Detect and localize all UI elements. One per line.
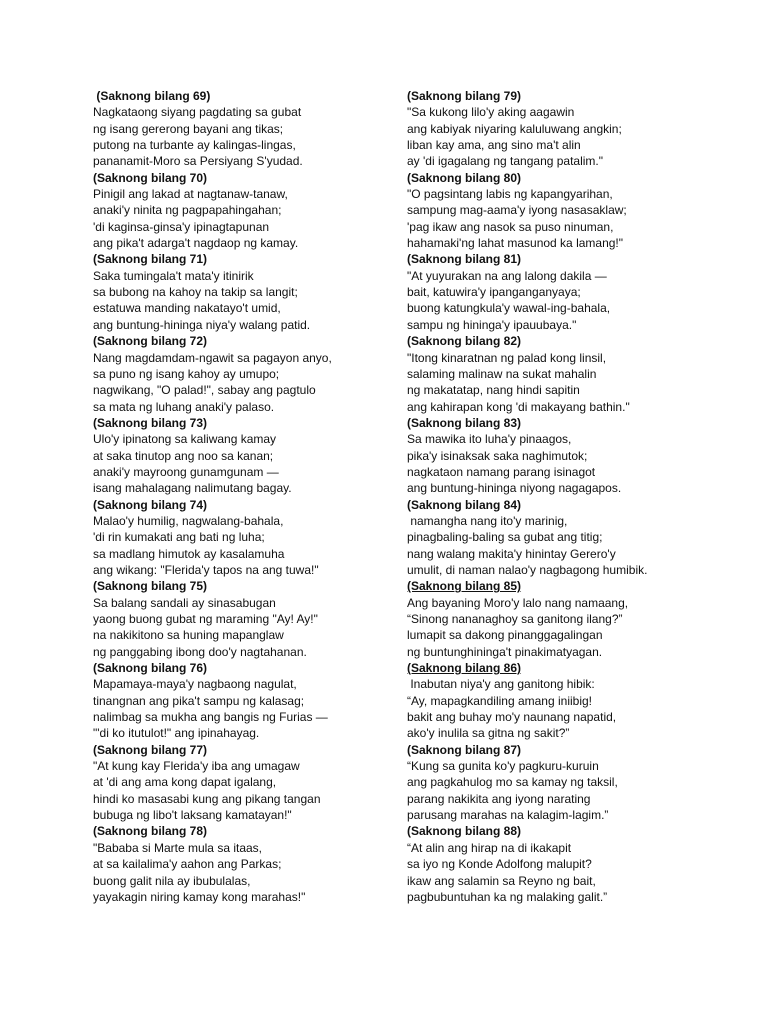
stanza-line: ang wikang: "Flerida'y tapos na ang tuwa!" [93,562,319,577]
stanza-line: ang pagkahulog mo sa kamay ng taksil, [407,775,618,790]
stanza-line: ng makatatap, nang hindi sapitin [407,383,580,398]
stanza-heading: (Saknong bilang 82) [407,334,522,349]
stanza [93,742,393,824]
stanza-line: ng isang gererong bayani ang tikas; [93,121,284,136]
stanza-line: lumapit sa dakong pinanggagalingan [407,628,603,643]
stanza-line: ang pika't adarga't nagdaop ng kamay. [93,236,299,251]
stanza [407,251,707,333]
stanza-line: bait, katuwira'y ipanganganyaya; [407,285,581,300]
stanza [407,170,707,252]
stanza-line: nang walang makita'y hinintay Gerero'y [407,546,616,561]
stanza-heading: (Saknong bilang 83) [407,415,522,430]
stanza-heading: (Saknong bilang 71) [93,252,208,267]
stanza-line: sampu ng hininga'y ipauubaya." [407,317,577,332]
stanza-line: Malao'y humilig, nagwalang-bahala, [93,513,284,528]
stanza-line: ng panggabing ibong doo'y nagtahanan. [93,644,307,659]
stanza-line: Pinigil ang lakad at nagtanaw-tanaw, [93,187,288,202]
stanza-line: sa madlang himutok ay kasalamuha [93,546,285,561]
stanza [407,742,707,824]
stanza-heading: (Saknong bilang 75) [93,579,208,594]
stanza-line: at sa kailalima'y aahon ang Parkas; [93,857,282,872]
stanza [407,823,707,905]
stanza-line: sa iyo ng Konde Adolfong malupit? [407,857,592,872]
stanza [93,660,393,742]
stanza [407,497,707,579]
stanza-line: “Ay, mapagkandiling amang iniibig! [407,693,592,708]
stanza [407,660,707,742]
stanza-heading: (Saknong bilang 74) [93,497,208,512]
stanza-line: hahamaki'ng lahat masunod ka lamang!" [407,236,624,251]
stanza-line: "Itong kinaratnan ng palad kong linsil, [407,350,607,365]
stanza [93,497,393,579]
stanza-heading: (Saknong bilang 77) [93,742,208,757]
stanza-line: at saka tinutop ang noo sa kanan; [93,448,274,463]
stanza-line: parang nakikita ang iyong narating [407,791,591,806]
stanza-line: bubuga ng libo't laksang kamatayan!" [93,808,292,823]
stanza-heading: (Saknong bilang 81) [407,252,522,267]
stanza-heading: (Saknong bilang 88) [407,824,522,839]
stanza-line: umulit, di naman nalao'y nagbagong humibik. [407,562,648,577]
stanza-line: pagbubuntuhan ka ng malaking galit.” [407,889,608,904]
stanza-line: sa puno ng isang kahoy ay umupo; [93,366,280,381]
stanza-line: liban kay ama, ang sino ma't alin [407,138,581,153]
stanza-heading: (Saknong bilang 87) [407,742,522,757]
stanza-line: parusang marahas na kalagim-lagim.” [407,808,609,823]
stanza-line: hindi ko masasabi kung ang pikang tangan [93,791,321,806]
stanza-line: ang kabiyak niyaring kaluluwang angkin; [407,121,622,136]
stanza [93,578,393,660]
stanza-line: putong na turbante ay kalingas-lingas, [93,138,296,153]
stanza-line: estatuwa manding nakatayo't umid, [93,301,281,316]
left-column [93,88,393,905]
stanza-line: nalimbag sa mukha ang bangis ng Furias — [93,710,328,725]
stanza-heading: (Saknong bilang 79) [407,89,522,103]
right-column [407,88,707,905]
stanza-line: yayakagin niring kamay kong marahas!" [93,889,306,904]
stanza-line: ang buntung-hininga niyong nagagapos. [407,481,622,496]
stanza-line: anaki'y ninita ng pagpapahingahan; [93,203,282,218]
stanza-line: 'di kaginsa-ginsa'y ipinagtapunan [93,219,270,234]
stanza-line: namangha nang ito'y marinig, [407,513,568,528]
stanza [407,333,707,415]
stanza-line: 'di rin kumakati ang bati ng luha; [93,530,265,545]
stanza-heading: (Saknong bilang 72) [93,334,208,349]
stanza-line: Saka tumingala't mata'y itinirik [93,268,254,283]
stanza-line: isang mahalagang nalimutang bagay. [93,481,292,496]
stanza-heading: (Saknong bilang 80) [407,170,522,185]
stanza-line: yaong buong gubat ng maraming "Ay! Ay!" [93,612,318,626]
stanza [407,415,707,497]
stanza-line: sa mata ng luhang anaki'y palaso. [93,399,275,414]
stanza-line: Nagkataong siyang pagdating sa gubat [93,105,302,120]
stanza-heading: (Saknong bilang 76) [93,661,208,676]
stanza-line: Mapamaya-maya'y nagbaong nagulat, [93,677,297,692]
stanza-line: ikaw ang salamin sa Reyno ng bait, [407,873,596,888]
stanza [93,415,393,497]
stanza-line: "At kung kay Flerida'y iba ang umagaw [93,759,300,774]
stanza-line: at 'di ang ama kong dapat igalang, [93,775,277,790]
stanza-line: sa bubong na kahoy na takip sa langit; [93,285,298,300]
stanza-line: "Bababa si Marte mula sa itaas, [93,840,263,855]
stanza-line: Ang bayaning Moro'y lalo nang namaang, [407,595,629,610]
stanza-heading: (Saknong bilang 70) [93,170,208,185]
stanza-line: buong galit nila ay ibubulalas, [93,873,251,888]
stanza-line: pika'y isinaksak saka naghimutok; [407,448,588,463]
stanza [93,170,393,252]
stanza-line: Nang magdamdam-ngawit sa pagayon anyo, [93,350,332,365]
stanza-line: Ulo'y ipinatong sa kaliwang kamay [93,432,277,447]
stanza-line: "At yuyurakan na ang lalong dakila — [407,268,607,283]
stanza [93,88,393,170]
stanza-line: na nakikitono sa huning mapanglaw [93,628,284,643]
stanza-heading: (Saknong bilang 85) [407,579,522,594]
stanza-line: 'pag ikaw ang nasok sa puso ninuman, [407,219,614,234]
stanza [407,88,707,170]
stanza-line: ng buntunghininga't pinakimatyagan. [407,644,603,659]
stanza-line: anaki'y mayroong gunamgunam — [93,464,279,479]
stanza-line: salaming malinaw na sukat mahalin [407,366,597,381]
stanza-line: "'di ko itutulot!" ang ipinahayag. [93,726,260,741]
stanza-line: pinagbaling-baling sa gubat ang titig; [407,530,603,545]
stanza-line: nagkataon namang parang isinagot [407,464,596,479]
stanza-heading: (Saknong bilang 86) [407,661,522,676]
stanza-line: ako'y inulila sa gitna ng sakit?” [407,726,570,741]
stanza-line: ay 'di igagalang ng tangang patalim." [407,154,604,169]
stanza-line: sampung mag-aama'y iyong nasasaklaw; [407,203,627,218]
stanza [407,578,707,660]
stanza [93,251,393,333]
stanza-line: ang buntung-hininga niya'y walang patid. [93,317,311,332]
stanza-heading: (Saknong bilang 78) [93,824,208,839]
stanza-heading: (Saknong bilang 73) [93,415,208,430]
stanza-heading: (Saknong bilang 69) [93,89,211,103]
stanza-line: "O pagsintang labis ng kapangyarihan, [407,187,613,202]
stanza-heading: (Saknong bilang 84) [407,497,522,512]
stanza-line: Sa mawika ito luha'y pinaagos, [407,432,572,447]
stanza-line: "Sa kukong lilo'y aking aagawin [407,105,575,120]
stanza-line: nagwikang, "O palad!", sabay ang pagtulo [93,383,316,398]
stanza-line: “Kung sa gunita ko'y pagkuru-kuruin [407,759,599,774]
stanza-line: ang kahirapan kong 'di makayang bathin." [407,399,630,414]
stanza-line: buong katungkula'y wawal-ing-bahala, [407,301,611,316]
stanza-line: Sa balang sandali ay sinasabugan [93,595,276,610]
stanza [93,823,393,905]
stanza-line: “Sinong nananaghoy sa ganitong ilang?” [407,612,623,626]
stanza-line: Inabutan niya'y ang ganitong hibik: [407,677,595,692]
stanza-line: “At alin ang hirap na di ikakapit [407,840,572,855]
stanza-line: pananamit-Moro sa Persiyang S'yudad. [93,154,303,169]
stanza-line: bakit ang buhay mo'y naunang napatid, [407,710,617,725]
stanza [93,333,393,415]
stanza-line: tinangnan ang pika't sampu ng kalasag; [93,693,305,708]
